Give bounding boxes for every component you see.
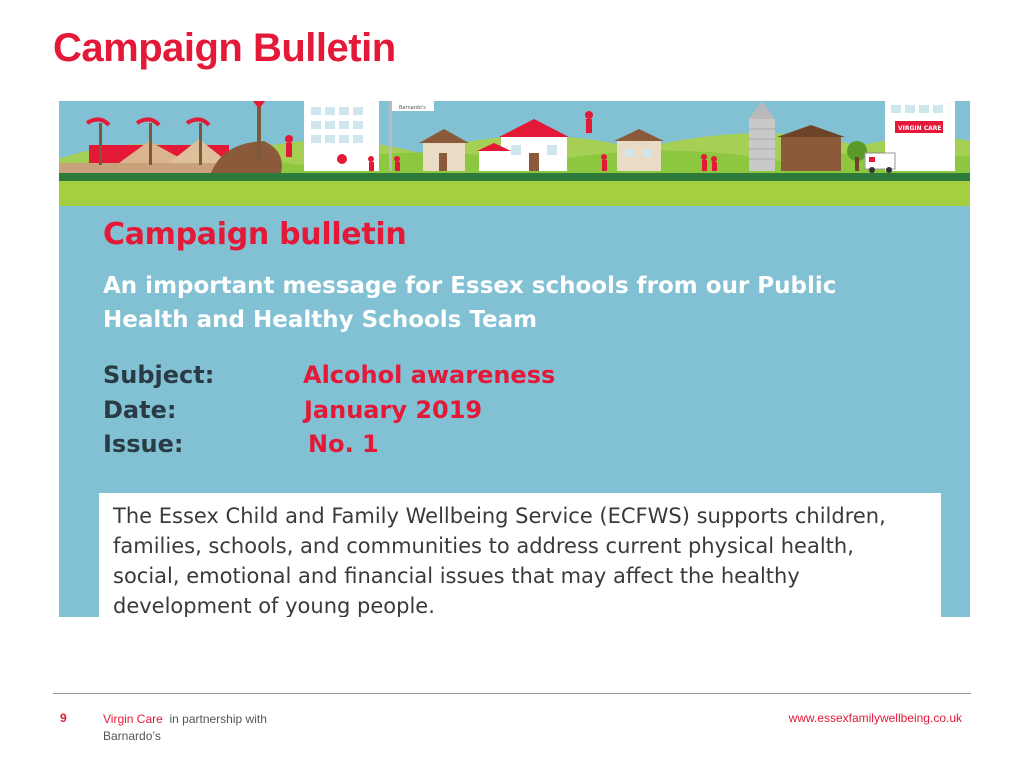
- subject-label: Subject:: [103, 361, 215, 389]
- illustrated-banner: [59, 101, 970, 206]
- footer-partner: Barnardo’s: [103, 729, 161, 743]
- footer-partnership: [103, 711, 363, 745]
- issue-label: Issue:: [103, 430, 184, 458]
- footer-divider: [53, 693, 971, 694]
- bulletin-image: [59, 101, 970, 617]
- bulletin-subheading: An important message for Essex schools from our Public Health and Healthy Schools Team: [103, 273, 837, 333]
- description-box: [99, 493, 941, 617]
- description-text: The Essex Child and Family Wellbeing Service (ECFWS) supports children, families, schools, and communities to address current physical health, social, emotional and financial issues that may affect the healthy development of young people.: [113, 504, 886, 617]
- page-number: 9: [60, 711, 67, 725]
- footer-partnership-text: in partnership with: [169, 712, 267, 726]
- bulletin-heading: Campaign bulletin: [103, 217, 407, 252]
- banner-org-sign: VIRGIN CARE: [898, 125, 942, 132]
- date-label: Date:: [103, 396, 177, 424]
- issue-value: No. 1: [308, 430, 379, 458]
- subject-value: Alcohol awareness: [303, 361, 556, 389]
- date-value: January 2019: [304, 396, 483, 424]
- slide-title: Campaign Bulletin: [53, 26, 396, 70]
- footer-brand: Virgin Care: [103, 712, 163, 726]
- banner-charity-sign: Barnardo's: [399, 105, 426, 111]
- footer-url-link[interactable]: www.essexfamilywellbeing.co.uk: [788, 711, 962, 725]
